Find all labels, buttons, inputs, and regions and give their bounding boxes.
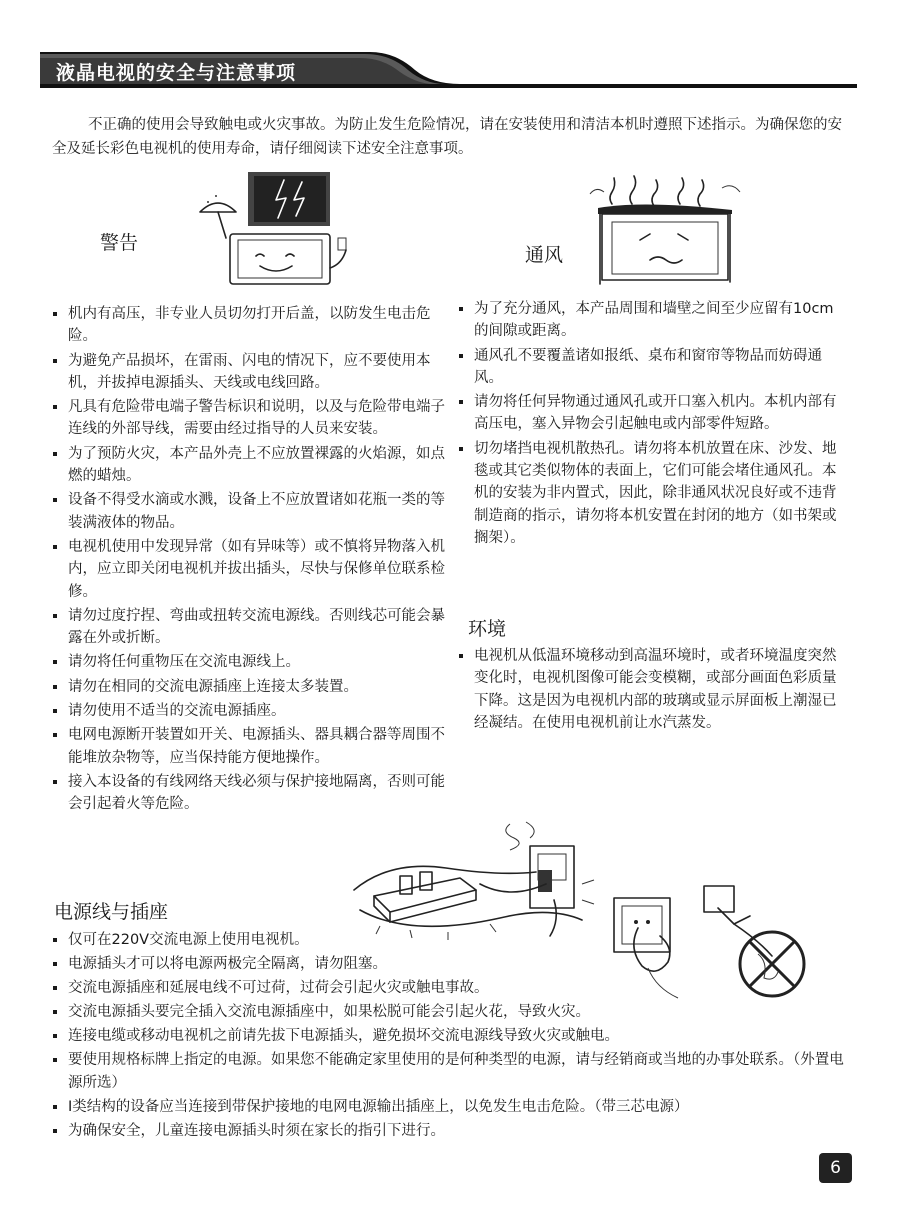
list-item: 凡具有危险带电端子警告标识和说明，以及与危险带电端子连线的外部导线，需要由经过指导的人员来安装。: [52, 396, 452, 441]
list-item: 为避免产品损坏，在雷雨、闪电的情况下，应不要使用本机，并拔掉电源插头、天线或电线回路。: [52, 350, 452, 395]
ventilation-list: [458, 298, 848, 551]
page-number: 6: [819, 1153, 852, 1183]
list-item: 为确保安全，儿童连接电源插头时须在家长的指引下进行。: [52, 1120, 852, 1143]
ventilation-heading: 通风: [525, 244, 564, 266]
list-item: 交流电源插座和延展电线不可过荷，过荷会引起火灾或触电事故。: [52, 977, 852, 1000]
ventilation-tv-illustration: [582, 174, 752, 290]
list-item: 连接电缆或移动电视机之前请先拔下电源插头，避免损坏交流电源线导致火灾或触电。: [52, 1025, 852, 1048]
list-item: 切勿堵挡电视机散热孔。请勿将本机放置在床、沙发、地毯或其它类似物体的表面上，它们可能会堵住通风孔。本机的安装为非内置式，因此，除非通风状况良好或不违背制造商的指示，请勿将本机安置在封闭的地方（如书架或搁架）。: [458, 438, 848, 549]
list-item: 接入本设备的有线网络天线必须与保护接地隔离，否则可能会引起着火等危险。: [52, 771, 452, 816]
warning-list: [52, 303, 452, 818]
list-item: 请勿将任何异物通过通风孔或开口塞入机内。本机内部有高压电，塞入异物会引起触电或内部零件短路。: [458, 391, 848, 436]
list-item: 电源插头才可以将电源两极完全隔离，请勿阻塞。: [52, 953, 852, 976]
list-item: 通风孔不要覆盖诸如报纸、桌布和窗帘等物品而妨碍通风。: [458, 345, 848, 390]
warning-tv-illustration: [196, 168, 356, 290]
list-item: 要使用规格标牌上指定的电源。如果您不能确定家里使用的是何种类型的电源，请与经销商或当地的办事处联系。（外置电源所选）: [52, 1049, 852, 1096]
list-item: Ⅰ类结构的设备应当连接到带保护接地的电网电源输出插座上，以免发生电击危险。（带三芯电源）: [52, 1096, 852, 1119]
power-heading: 电源线与插座: [54, 901, 169, 923]
list-item: 设备不得受水滴或水溅，设备上不应放置诸如花瓶一类的等装满液体的物品。: [52, 489, 452, 534]
environment-heading: 环境: [468, 618, 507, 640]
list-item: 请勿在相同的交流电源插座上连接太多装置。: [52, 676, 452, 698]
overloaded-socket-illustration: [350, 820, 600, 942]
list-item: 交流电源插头要完全插入交流电源插座中，如果松脱可能会引起火花，导致火灾。: [52, 1001, 852, 1024]
list-item: 请勿将任何重物压在交流电源线上。: [52, 651, 452, 673]
environment-list: [458, 645, 848, 736]
intro-paragraph: 不正确的使用会导致触电或火灾事故。为防止发生危险情况，请在安装使用和清洁本机时遵照下述指示。为确保您的安全及延长彩色电视机的使用寿命，请仔细阅读下述安全注意事项。: [52, 117, 842, 157]
list-item: 电视机从低温环境移动到高温环境时，或者环境温度突然变化时，电视机图像可能会变模糊，或部分画面色彩质量下降。这是因为电视机内部的玻璃或显示屏面板上潮湿已经凝结。在使用电视机前让水汽蒸发。: [458, 645, 848, 734]
list-item: 电网电源断开装置如开关、电源插头、器具耦合器等周围不能堆放杂物等，应当保持能方便地操作。: [52, 724, 452, 769]
list-item: 请勿过度拧捏、弯曲或扭转交流电源线。否则线芯可能会暴露在外或折断。: [52, 605, 452, 650]
page-title: 液晶电视的安全与注意事项: [56, 62, 297, 84]
header-banner: [40, 48, 857, 88]
power-list: [52, 929, 852, 1144]
list-item: 为了充分通风，本产品周围和墙壁之间至少应留有10cm的间隙或距离。: [458, 298, 848, 343]
list-item: 电视机使用中发现异常（如有异味等）或不慎将异物落入机内，应立即关闭电视机并拔出插头，尽快与保修单位联系检修。: [52, 536, 452, 603]
list-item: 仅可在220V交流电源上使用电视机。: [52, 929, 852, 952]
list-item: 请勿使用不适当的交流电源插座。: [52, 700, 452, 722]
list-item: 为了预防火灾，本产品外壳上不应放置裸露的火焰源，如点燃的蜡烛。: [52, 443, 452, 488]
list-item: 机内有高压，非专业人员切勿打开后盖，以防发生电击危险。: [52, 303, 452, 348]
warning-heading: 警告: [100, 232, 139, 254]
